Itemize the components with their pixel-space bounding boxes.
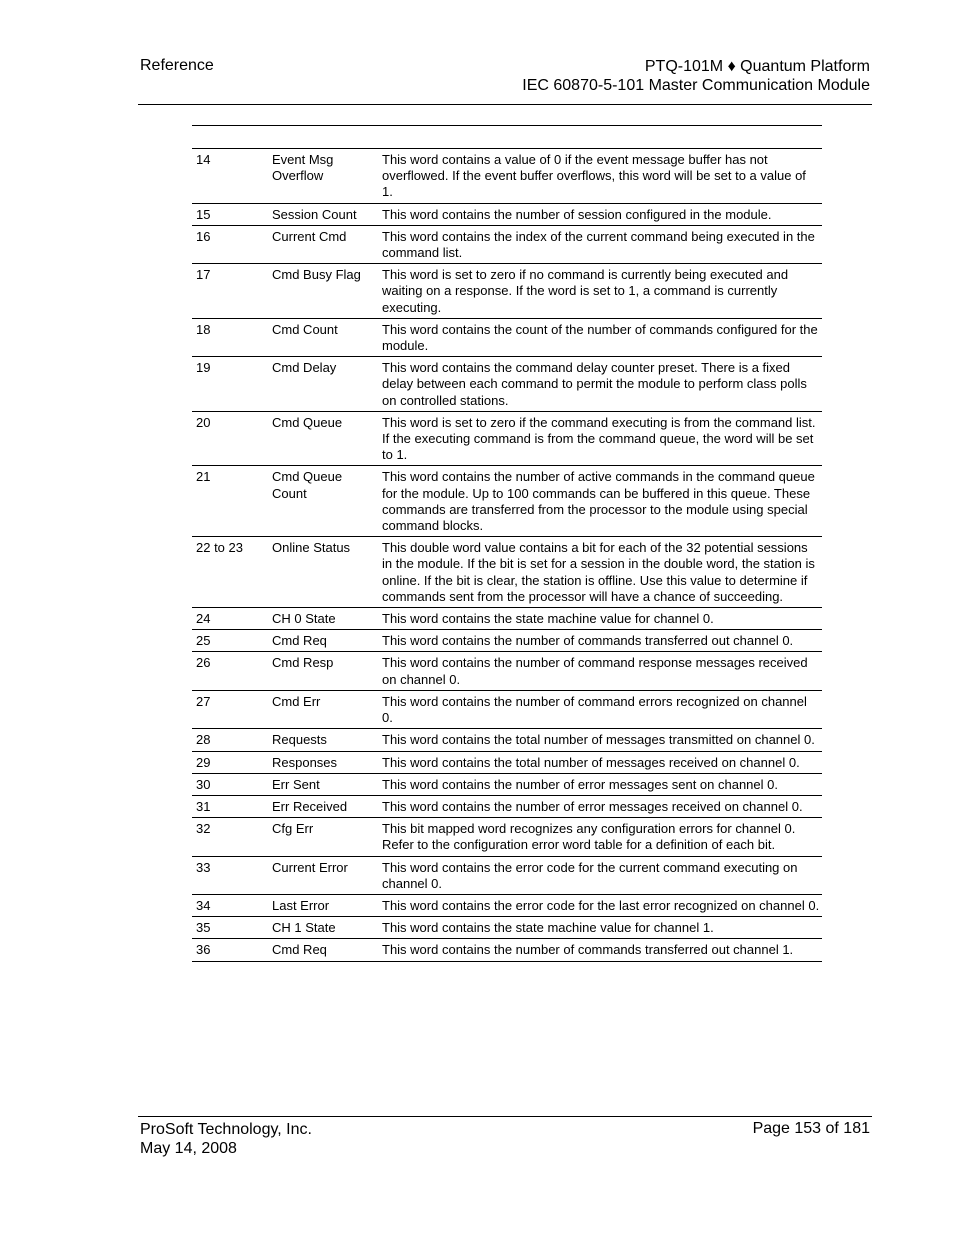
row-description: This word contains the command delay counter preset. There is a fixed delay between each command to permit the module to perform class polls on controlled stations.: [379, 357, 822, 412]
row-name: Event Msg Overflow: [269, 149, 379, 204]
table-row: [192, 652, 822, 690]
table-row: [192, 856, 822, 894]
table-row: [192, 608, 822, 630]
row-offset: 16: [192, 225, 269, 263]
row-name: CH 0 State: [269, 608, 379, 630]
table-row: [192, 818, 822, 856]
table-row: [192, 466, 822, 537]
row-name: Err Received: [269, 795, 379, 817]
row-name: Online Status: [269, 537, 379, 608]
row-offset: 26: [192, 652, 269, 690]
row-description: This word contains the number of error messages sent on channel 0.: [379, 773, 822, 795]
row-description: This double word value contains a bit for each of the 32 potential sessions in the module. If the bit is set for a session in the double word, the station is online. If the bit is clear, the station is offline. Use this value to determine if commands sent from the processor will have a chance of succeeding.: [379, 537, 822, 608]
row-description: This word contains the error code for the current command executing on channel 0.: [379, 856, 822, 894]
row-offset: 21: [192, 466, 269, 537]
row-description: This word contains the state machine value for channel 1.: [379, 917, 822, 939]
row-offset: 29: [192, 751, 269, 773]
row-offset: 33: [192, 856, 269, 894]
footer-company: ProSoft Technology, Inc.: [140, 1121, 312, 1138]
row-name: Cmd Req: [269, 630, 379, 652]
row-name: Cmd Count: [269, 318, 379, 356]
row-name: Cmd Err: [269, 690, 379, 728]
row-description: This word contains the number of error messages received on channel 0.: [379, 795, 822, 817]
row-name: Responses: [269, 751, 379, 773]
row-offset: 14: [192, 149, 269, 204]
table-row: [192, 690, 822, 728]
footer-date: May 14, 2008: [140, 1140, 237, 1157]
row-name: Cfg Err: [269, 818, 379, 856]
row-offset: 20: [192, 411, 269, 466]
footer-divider: [138, 1116, 872, 1117]
row-description: This word contains the total number of messages received on channel 0.: [379, 751, 822, 773]
row-description: This word contains the number of commands transferred out channel 1.: [379, 939, 822, 961]
row-description: This word contains the state machine value for channel 0.: [379, 608, 822, 630]
table-row: [192, 773, 822, 795]
header-product-title: [522, 57, 870, 95]
row-description: This word contains the count of the number of commands configured for the module.: [379, 318, 822, 356]
row-name: Last Error: [269, 894, 379, 916]
row-description: This bit mapped word recognizes any configuration errors for channel 0. Refer to the configuration error word table for a definition of each bit.: [379, 818, 822, 856]
row-name: Cmd Queue: [269, 411, 379, 466]
row-offset: 32: [192, 818, 269, 856]
header-product-line2: IEC 60870-5-101 Master Communication Module: [522, 77, 870, 94]
row-offset: 27: [192, 690, 269, 728]
table-body: [192, 149, 822, 962]
row-description: This word contains the number of active commands in the command queue for the module. Up to 100 commands can be buffered in this queue. These commands are transferred from the processor to the module using special command blocks.: [379, 466, 822, 537]
footer-left: [140, 1120, 312, 1158]
row-offset: 15: [192, 203, 269, 225]
table-row: [192, 149, 822, 204]
row-offset: 24: [192, 608, 269, 630]
row-name: Requests: [269, 729, 379, 751]
row-name: Cmd Queue Count: [269, 466, 379, 537]
row-offset: 22 to 23: [192, 537, 269, 608]
row-description: This word contains the number of command errors recognized on channel 0.: [379, 690, 822, 728]
header-divider: [138, 104, 872, 105]
row-description: This word contains a value of 0 if the event message buffer has not overflowed. If the event buffer overflows, this word will be set to a value of 1.: [379, 149, 822, 204]
row-offset: 25: [192, 630, 269, 652]
row-name: Cmd Busy Flag: [269, 264, 379, 319]
table-row: [192, 795, 822, 817]
row-description: This word is set to zero if the command executing is from the command list. If the executing command is from the command queue, the word will be set to 1.: [379, 411, 822, 466]
footer-page-number: Page 153 of 181: [752, 1120, 870, 1137]
row-offset: 19: [192, 357, 269, 412]
row-description: This word contains the number of commands transferred out channel 0.: [379, 630, 822, 652]
header-product-line1: PTQ-101M ♦ Quantum Platform: [644, 58, 870, 75]
table-top-rule: [192, 125, 822, 126]
table-row: [192, 630, 822, 652]
row-description: This word contains the index of the current command being executed in the command list.: [379, 225, 822, 263]
row-offset: 18: [192, 318, 269, 356]
table-row: [192, 318, 822, 356]
row-offset: 17: [192, 264, 269, 319]
table-row: [192, 917, 822, 939]
row-offset: 28: [192, 729, 269, 751]
table-row: [192, 411, 822, 466]
row-name: Cmd Delay: [269, 357, 379, 412]
row-description: This word is set to zero if no command is currently being executed and waiting on a response. If the word is set to 1, a command is currently executing.: [379, 264, 822, 319]
table-row: [192, 357, 822, 412]
row-offset: 31: [192, 795, 269, 817]
row-description: This word contains the number of command response messages received on channel 0.: [379, 652, 822, 690]
row-name: CH 1 State: [269, 917, 379, 939]
table-row: [192, 264, 822, 319]
table-row: [192, 203, 822, 225]
table-row: [192, 751, 822, 773]
table-row: [192, 894, 822, 916]
table-row: [192, 537, 822, 608]
row-description: This word contains the number of session configured in the module.: [379, 203, 822, 225]
row-offset: 35: [192, 917, 269, 939]
header-section-title: Reference: [140, 57, 214, 74]
table-row: [192, 939, 822, 961]
table-row: [192, 225, 822, 263]
row-name: Current Error: [269, 856, 379, 894]
row-offset: 30: [192, 773, 269, 795]
row-description: This word contains the error code for the last error recognized on channel 0.: [379, 894, 822, 916]
row-offset: 34: [192, 894, 269, 916]
table-row: [192, 729, 822, 751]
row-name: Err Sent: [269, 773, 379, 795]
row-name: Current Cmd: [269, 225, 379, 263]
status-data-table: [192, 148, 822, 962]
row-offset: 36: [192, 939, 269, 961]
row-name: Session Count: [269, 203, 379, 225]
row-description: This word contains the total number of messages transmitted on channel 0.: [379, 729, 822, 751]
row-name: Cmd Req: [269, 939, 379, 961]
row-name: Cmd Resp: [269, 652, 379, 690]
